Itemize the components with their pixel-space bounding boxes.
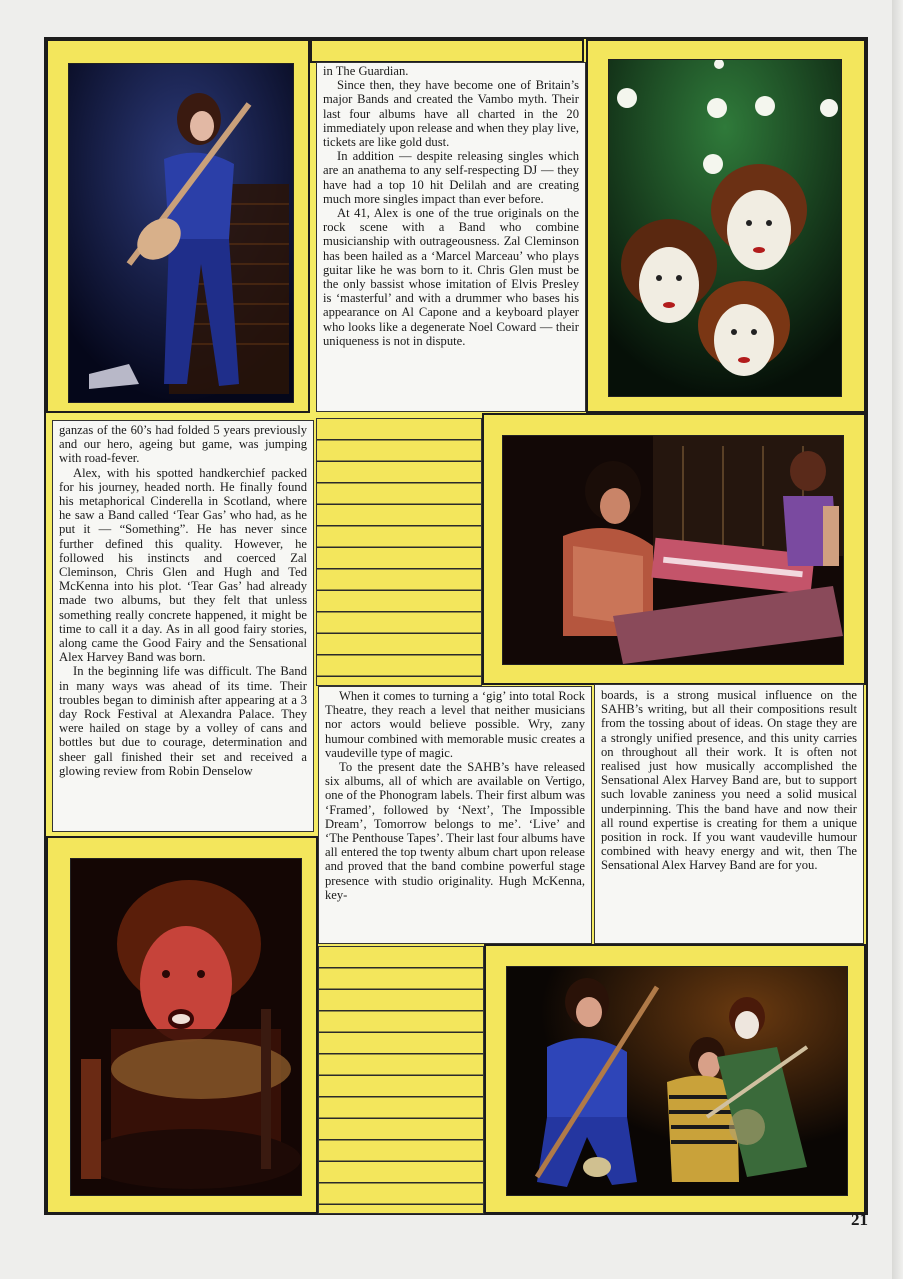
bassist-illustration <box>69 64 293 402</box>
striped-filler-upper <box>316 418 482 686</box>
photo-panel-mime <box>586 39 866 413</box>
photo-panel-singer <box>46 836 318 1214</box>
band-stage-illustration <box>507 967 847 1195</box>
article-column-3 <box>319 689 591 902</box>
paragraph: Since then, they have become one of Britain’s major Bands and created the Vambo myth. Their last four albums have all charted in the 20 immediately upon release and when they play live, tickets are like gold dust. <box>323 78 579 150</box>
article-column-1 <box>317 64 585 348</box>
page-number: 21 <box>851 1210 868 1229</box>
article-column-2 <box>53 423 313 778</box>
bassist-photo <box>68 63 294 403</box>
article-column-4 <box>595 688 863 873</box>
page-edge-shadow <box>892 0 903 1279</box>
keyboardist-photo <box>502 435 844 665</box>
paragraph: When it comes to turning a ‘gig’ into total Rock Theatre, they reach a level that neither musicians nor actors would believe possible. Wry, zany humour combined with memorable music creates a vaudeville type of magic. <box>325 689 585 760</box>
paragraph: In addition — despite releasing singles which are an anathema to any self-respecting DJ — they have had a top 10 hit Delilah and are creating much more singles impact than ever before. <box>323 149 579 206</box>
paragraph: boards, is a strong musical influence on the SAHB’s writing, but all their compositions result from the tossing about of ideas. On stage they are a strongly unified presence, and this unity carries on throughout all their work. It is often not realised just how musically accomplished the Sensational Alex Harvey Band are, but to support such lovable zaniness you need a solid musical underpinning. This the band have and now their all round expertise is creating for them a unique position in rock. If you want vaudeville humour combined with heavy energy and wit, then The Sensational Alex Harvey Band are for you. <box>601 688 857 873</box>
text-block-center-lower <box>318 686 592 944</box>
mime-faces-photo <box>608 59 842 397</box>
striped-filler-lower <box>318 946 484 1214</box>
singer-illustration <box>71 859 301 1195</box>
photo-panel-band <box>484 944 866 1214</box>
photo-panel-bassist <box>46 39 310 413</box>
text-block-right-lower <box>594 684 864 944</box>
paragraph: In the beginning life was difficult. The Band in many ways was ahead of its time. Their troubles began to diminish after appearing at a 3 day Rock Festival at Alexandra Palace. They were hailed on stage by a volley of cans and bottles but due to courage, determination and sheer gall finished their set and received a glowing review from Robin Denselow <box>59 664 307 778</box>
paragraph: Alex, with his spotted handkerchief packed for his journey, headed north. He finally found his metaphorical Cinderella in Scotland, where he saw a Band called ‘Tear Gas’ who had, as he put it — “Something”. He has never since further defined this quality. However, he followed his instincts and coerced Zal Cleminson, Chris Glen and Hugh and Ted McKenna into his plot. ‘Tear Gas’ had already made two albums, but they felt that unless something really concrete happened, it might be time to call it a day. As in all good fairy stories, along came the Good Fairy and the Sensational Alex Harvey Band was born. <box>59 465 307 665</box>
band-stage-photo <box>506 966 848 1196</box>
paragraph: ganzas of the 60’s had folded 5 years previously and our hero, ageing but game, was jumping with road-fever. <box>59 423 307 466</box>
paragraph: At 41, Alex is one of the true originals on the rock scene with a Band who combine musicianship with outrageousness. Zal Cleminson has been hailed as a ‘Marcel Marceau’ who plays guitar like he was born to it. Chris Glen must be the only bassist whose imitation of Elvis Presley is ‘masterful’ and with a drummer who bases his appearance on Al Capone and a keyboard player who looks like a degenerate Noel Coward — their uniqueness is not in dispute. <box>323 206 579 348</box>
keyboardist-illustration <box>503 436 843 664</box>
singer-photo <box>70 858 302 1196</box>
paragraph: To the present date the SAHB’s have released six albums, all of which are available on Vertigo, one of the Phonogram labels. Their first album was ‘Framed’, followed by ‘Next’, The Impossible Dream’, Tomorrow belongs to me’. ‘Live’ and ‘The Penthouse Tapes’. Their last four albums have all entered the top twenty album chart upon release and proved that the band combine powerful stage presence with studio originality. Hugh McKenna, key- <box>325 760 585 902</box>
text-block-top-middle <box>316 62 586 412</box>
paragraph: in The Guardian. <box>323 64 409 78</box>
mime-faces-illustration <box>609 60 841 396</box>
text-header-bar <box>310 39 584 63</box>
photo-panel-keyboards <box>482 413 866 685</box>
text-block-middle-left <box>52 420 314 832</box>
